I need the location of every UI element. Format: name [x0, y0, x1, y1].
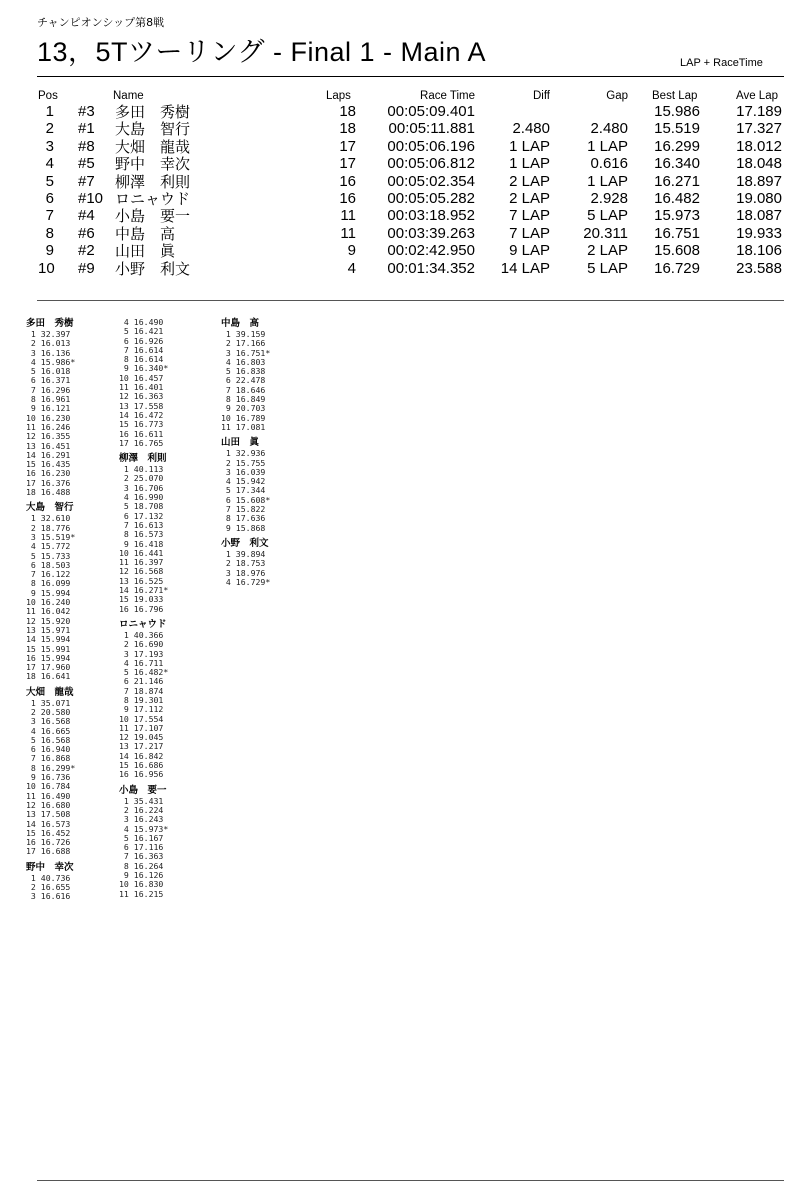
lap-time-line: 4 16.990	[119, 492, 164, 503]
gap-cell: 20.311	[583, 224, 628, 242]
driver-name-cell: 野中 幸次	[115, 155, 191, 174]
lap-block-driver-name: 多田 秀樹	[26, 318, 74, 329]
lap-time-line: 5 16.018	[26, 366, 71, 377]
race-time-cell: 00:01:34.352	[387, 259, 475, 277]
lap-time-line: 10 16.240	[26, 597, 71, 608]
lap-time-line: 11 16.246	[26, 421, 71, 432]
lap-time-line: 6 18.503	[26, 559, 71, 570]
lap-time-line: 17 17.960	[26, 662, 71, 673]
lap-time-line: 3 16.243	[119, 814, 164, 825]
lap-time-line: 9 16.418	[119, 538, 164, 549]
best-lap-cell: 16.271	[654, 172, 700, 190]
lap-time-line: 11 16.401	[119, 382, 164, 393]
lap-time-line: 5 17.344	[221, 485, 266, 496]
ave-lap-cell: 18.897	[736, 172, 782, 190]
lap-time-line: 5 16.568	[26, 734, 71, 745]
race-time-cell: 00:05:09.401	[387, 103, 475, 120]
diff-cell: 7 LAP	[509, 207, 550, 225]
pos-cell: 9	[45, 242, 54, 260]
best-lap-cell: 15.973	[654, 207, 700, 225]
lap-time-line: 7 18.874	[119, 685, 164, 696]
lap-times-column	[26, 318, 75, 902]
lap-time-line: 6 15.608*	[221, 494, 271, 505]
lap-time-line: 18 16.641	[26, 671, 71, 682]
laps-cell: 16	[339, 172, 356, 190]
lap-time-line: 2 16.224	[119, 804, 164, 815]
laps-cell: 18	[339, 103, 356, 120]
laps-cell: 4	[347, 259, 356, 277]
lap-time-line: 8 16.264	[119, 860, 164, 871]
gap-cell: 2 LAP	[587, 242, 628, 260]
lap-time-line: 2 15.755	[221, 457, 266, 468]
diff-cell: 9 LAP	[509, 242, 550, 260]
lap-time-line: 1 32.397	[26, 329, 71, 339]
laps-cell: 11	[340, 224, 356, 242]
lap-time-line: 16 15.994	[26, 652, 71, 663]
lap-time-line: 2 16.655	[26, 882, 71, 893]
lap-time-line: 4 16.803	[221, 356, 266, 367]
lap-time-line: 10 16.830	[119, 879, 164, 890]
pos-cell: 4	[45, 155, 54, 173]
lap-time-line: 8 16.573	[119, 529, 164, 540]
best-lap-cell: 15.519	[654, 120, 700, 138]
lap-time-line: 9 15.868	[221, 522, 266, 533]
pos-cell: 8	[45, 224, 54, 242]
lap-time-line: 3 16.751*	[221, 347, 271, 358]
lap-block-driver-name: 大島 智行	[26, 502, 74, 514]
race-time-cell: 00:05:02.354	[387, 172, 475, 190]
gap-cell: 1 LAP	[587, 137, 628, 155]
lap-time-line: 13 16.451	[26, 440, 71, 451]
lap-time-line: 12 16.363	[119, 391, 164, 402]
col-header-gap: Gap	[606, 90, 628, 102]
lap-time-line: 4 16.711	[119, 657, 164, 668]
driver-name-cell: 小野 利文	[115, 259, 191, 278]
lap-time-line: 1 40.736	[26, 872, 71, 883]
ave-lap-cell: 19.933	[736, 224, 782, 242]
ave-lap-cell: 18.048	[736, 155, 782, 173]
ave-lap-cell: 17.327	[736, 120, 782, 138]
col-header-laps: Laps	[326, 90, 351, 102]
race-time-cell: 00:05:11.881	[388, 120, 475, 138]
lap-time-line: 5 15.733	[26, 550, 71, 561]
lap-time-line: 6 22.478	[221, 375, 266, 386]
lap-time-line: 12 16.355	[26, 431, 71, 442]
lap-time-line: 8 16.299*	[26, 762, 76, 773]
ave-lap-cell: 17.189	[736, 103, 782, 120]
pos-cell: 10	[38, 259, 55, 277]
lap-time-line: 9 16.736	[26, 772, 71, 783]
lap-time-line: 7 16.614	[119, 344, 164, 355]
driver-lap-block	[26, 862, 75, 902]
best-lap-cell: 15.608	[654, 242, 700, 260]
col-header-name: Name	[113, 90, 144, 102]
pos-cell: 3	[45, 137, 54, 155]
lap-time-line: 6 17.116	[119, 842, 164, 853]
lap-time-line: 5 16.482*	[119, 667, 169, 678]
driver-lap-block	[119, 453, 168, 614]
lap-time-line: 4 15.986*	[26, 356, 76, 367]
lap-time-line: 1 40.366	[119, 629, 164, 640]
best-lap-cell: 16.482	[654, 190, 700, 207]
lap-time-line: 3 18.976	[221, 567, 266, 578]
lap-time-line: 9 15.994	[26, 587, 71, 598]
lap-time-line: 2 25.070	[119, 473, 164, 484]
driver-lap-block	[26, 318, 75, 497]
driver-lap-block	[221, 318, 270, 432]
lap-time-line: 3 16.568	[26, 716, 71, 727]
lap-time-line: 15 16.686	[119, 760, 164, 771]
car-number-cell: #6	[78, 224, 95, 242]
lap-time-line: 1 32.936	[221, 448, 266, 459]
driver-lap-block	[221, 437, 270, 533]
lap-time-line: 13 16.525	[119, 575, 164, 586]
lap-time-line: 10 16.784	[26, 781, 71, 792]
lap-time-line: 11 17.081	[221, 421, 266, 432]
lap-time-line: 10 16.457	[119, 372, 164, 383]
lap-time-line: 8 16.849	[221, 394, 266, 405]
lap-block-driver-name: 野中 幸次	[26, 861, 74, 873]
gap-cell: 1 LAP	[587, 172, 628, 190]
lap-time-line: 9 16.121	[26, 403, 71, 414]
best-lap-cell: 15.986	[654, 103, 700, 120]
lap-time-line: 4 16.490	[119, 317, 164, 327]
lap-time-line: 9 16.340*	[119, 363, 169, 374]
lap-time-line: 4 16.665	[26, 725, 71, 736]
lap-time-line: 6 16.926	[119, 335, 164, 346]
diff-cell: 2 LAP	[509, 172, 550, 190]
lap-time-line: 18 16.488	[26, 487, 71, 498]
driver-lap-block	[221, 538, 270, 587]
car-number-cell: #10	[78, 190, 104, 207]
race-time-cell: 00:05:06.196	[387, 137, 475, 155]
lap-time-line: 17 16.688	[26, 846, 71, 857]
lap-time-line: 16 16.956	[119, 769, 164, 780]
lap-time-line: 6 16.940	[26, 744, 71, 755]
results-divider	[37, 300, 784, 301]
driver-lap-block	[119, 785, 168, 899]
lap-time-line: 12 16.568	[119, 566, 164, 577]
result-row	[0, 208, 800, 224]
lap-time-line: 3 16.136	[26, 347, 71, 358]
lap-time-line: 15 16.773	[119, 419, 164, 430]
lap-time-line: 13 17.558	[119, 400, 164, 411]
lap-time-line: 14 16.842	[119, 750, 164, 761]
best-lap-cell: 16.299	[654, 137, 700, 155]
driver-name-cell: 山田 眞	[115, 242, 176, 261]
diff-cell: 7 LAP	[509, 224, 550, 242]
lap-time-line: 16 16.230	[26, 468, 71, 479]
driver-name-cell: 大島 智行	[115, 120, 191, 139]
lap-time-line: 7 16.868	[26, 753, 71, 764]
race-time-cell: 00:03:18.952	[387, 207, 475, 225]
result-row	[0, 139, 800, 155]
car-number-cell: #7	[78, 172, 95, 190]
lap-time-line: 7 18.646	[221, 384, 266, 395]
ave-lap-cell: 18.087	[736, 207, 782, 225]
lap-block-driver-name: 小島 要一	[119, 784, 167, 796]
lap-block-driver-name: 山田 眞	[221, 437, 260, 449]
lap-block-driver-name: ロニャウド	[119, 618, 167, 630]
lap-block-driver-name: 大畑 龍哉	[26, 686, 74, 698]
ave-lap-cell: 23.588	[736, 259, 782, 277]
lap-time-line: 10 16.230	[26, 412, 71, 423]
lap-time-line: 14 16.271*	[119, 585, 169, 596]
lap-time-line: 7 15.822	[221, 504, 266, 515]
driver-name-cell: ロニャウド	[115, 190, 191, 208]
driver-name-cell: 大畑 龍哉	[115, 137, 191, 156]
lap-time-line: 2 20.580	[26, 706, 71, 717]
lap-time-line: 1 32.610	[26, 513, 71, 524]
diff-cell: 2.480	[512, 120, 550, 138]
header-divider	[37, 76, 784, 77]
race-time-cell: 00:05:05.282	[387, 190, 475, 207]
driver-lap-block	[26, 687, 75, 857]
timing-mode-label: LAP + RaceTime	[680, 57, 763, 69]
lap-time-line: 11 16.490	[26, 790, 71, 801]
lap-time-line: 7 16.122	[26, 569, 71, 580]
lap-time-line: 14 16.291	[26, 449, 71, 460]
car-number-cell: #2	[78, 242, 95, 260]
lap-time-line: 11 16.042	[26, 606, 71, 617]
lap-times-column	[119, 318, 168, 899]
diff-cell: 1 LAP	[509, 137, 550, 155]
driver-lap-block	[26, 502, 75, 681]
page-title: 13，5Tツーリング - Final 1 - Main A	[37, 37, 487, 67]
col-header-pos: Pos	[38, 90, 58, 102]
lap-time-line: 14 16.573	[26, 818, 71, 829]
lap-time-line: 9 17.112	[119, 704, 164, 715]
lap-time-line: 12 15.920	[26, 615, 71, 626]
pos-cell: 2	[45, 120, 54, 138]
lap-time-line: 5 16.838	[221, 366, 266, 377]
lap-time-line: 14 16.472	[119, 409, 164, 420]
lap-block-driver-name: 中島 高	[221, 318, 260, 329]
lap-time-line: 3 16.706	[119, 482, 164, 493]
gap-cell: 2.480	[590, 120, 628, 138]
driver-lap-block	[119, 318, 168, 448]
lap-time-line: 11 17.107	[119, 722, 164, 733]
lap-time-line: 10 16.441	[119, 547, 164, 558]
diff-cell: 1 LAP	[509, 155, 550, 173]
best-lap-cell: 16.751	[654, 224, 700, 242]
lap-time-line: 3 16.616	[26, 891, 71, 902]
lap-time-line: 2 18.753	[221, 558, 266, 569]
best-lap-cell: 16.729	[654, 259, 700, 277]
lap-time-line: 8 17.636	[221, 513, 266, 524]
ave-lap-cell: 18.106	[736, 242, 782, 260]
footer-divider	[37, 1180, 784, 1181]
col-header-ave-lap: Ave Lap	[736, 90, 778, 102]
pos-cell: 6	[45, 190, 54, 207]
laps-cell: 17	[339, 155, 356, 173]
car-number-cell: #4	[78, 207, 95, 225]
laps-cell: 16	[339, 190, 356, 207]
gap-cell: 5 LAP	[587, 207, 628, 225]
lap-time-line: 10 16.789	[221, 412, 266, 423]
ave-lap-cell: 18.012	[736, 137, 782, 155]
car-number-cell: #3	[78, 103, 95, 120]
driver-name-cell: 柳澤 利則	[115, 172, 191, 191]
lap-time-line: 13 17.508	[26, 809, 71, 820]
result-row	[0, 243, 800, 259]
lap-time-line: 5 16.421	[119, 326, 164, 337]
result-row	[0, 261, 800, 277]
lap-time-line: 2 18.776	[26, 522, 71, 533]
lap-time-line: 3 15.519*	[26, 531, 76, 542]
lap-time-line: 8 19.301	[119, 694, 164, 705]
lap-time-line: 13 17.217	[119, 741, 164, 752]
lap-time-line: 8 16.614	[119, 354, 164, 365]
lap-time-line: 6 16.371	[26, 375, 71, 386]
lap-time-line: 6 17.132	[119, 510, 164, 521]
gap-cell: 2.928	[590, 190, 628, 207]
laps-cell: 9	[347, 242, 356, 260]
gap-cell: 0.616	[590, 155, 628, 173]
lap-time-line: 1 39.894	[221, 548, 266, 559]
lap-times-column	[221, 318, 270, 587]
car-number-cell: #9	[78, 259, 95, 277]
col-header-best-lap: Best Lap	[652, 90, 698, 102]
result-row	[0, 121, 800, 137]
lap-time-line: 16 16.611	[119, 428, 164, 439]
lap-time-line: 9 16.126	[119, 870, 164, 881]
laps-cell: 11	[340, 207, 356, 225]
result-row	[0, 174, 800, 190]
ave-lap-cell: 19.080	[736, 190, 782, 207]
pos-cell: 5	[45, 172, 54, 190]
lap-time-line: 8 16.099	[26, 578, 71, 589]
diff-cell: 2 LAP	[509, 190, 550, 207]
lap-time-line: 1 35.071	[26, 697, 71, 708]
lap-time-line: 4 16.729*	[221, 576, 271, 587]
result-row	[0, 226, 800, 242]
lap-time-line: 13 15.971	[26, 624, 71, 635]
car-number-cell: #1	[78, 120, 95, 138]
diff-cell: 14 LAP	[500, 259, 550, 277]
lap-time-line: 9 20.703	[221, 403, 266, 414]
lap-time-line: 15 19.033	[119, 594, 164, 605]
lap-time-line: 7 16.296	[26, 384, 71, 395]
lap-time-line: 15 16.452	[26, 827, 71, 838]
result-row	[0, 191, 800, 207]
result-row	[0, 156, 800, 172]
lap-time-line: 14 15.994	[26, 634, 71, 645]
lap-time-line: 1 35.431	[119, 795, 164, 806]
lap-time-line: 6 21.146	[119, 676, 164, 687]
gap-cell: 5 LAP	[587, 259, 628, 277]
lap-time-line: 15 15.991	[26, 643, 71, 654]
driver-name-cell: 小島 要一	[115, 207, 191, 226]
lap-time-line: 2 17.166	[221, 338, 266, 349]
col-header-diff: Diff	[532, 90, 550, 102]
race-time-cell: 00:03:39.263	[387, 224, 475, 242]
lap-time-line: 16 16.796	[119, 603, 164, 614]
lap-block-driver-name: 柳澤 利則	[119, 453, 167, 465]
laps-cell: 18	[339, 120, 356, 138]
lap-time-line: 17 16.765	[119, 437, 164, 448]
car-number-cell: #5	[78, 155, 95, 173]
driver-lap-block	[119, 619, 168, 780]
lap-time-line: 4 15.772	[26, 541, 71, 552]
laps-cell: 17	[339, 137, 356, 155]
lap-time-line: 8 16.961	[26, 394, 71, 405]
lap-time-line: 1 39.159	[221, 329, 266, 339]
lap-time-line: 12 16.680	[26, 799, 71, 810]
lap-time-line: 4 15.973*	[119, 823, 169, 834]
race-time-cell: 00:05:06.812	[387, 155, 475, 173]
lap-time-line: 3 17.193	[119, 648, 164, 659]
lap-block-driver-name: 小野 利文	[221, 537, 269, 549]
driver-name-cell: 多田 秀樹	[115, 103, 191, 121]
lap-time-line: 2 16.013	[26, 338, 71, 349]
lap-time-line: 10 17.554	[119, 713, 164, 724]
car-number-cell: #8	[78, 137, 95, 155]
lap-time-line: 15 16.435	[26, 459, 71, 470]
lap-time-line: 3 16.039	[221, 466, 266, 477]
lap-time-line: 11 16.215	[119, 888, 164, 899]
lap-time-line: 17 16.376	[26, 477, 71, 488]
pos-cell: 7	[45, 207, 54, 225]
lap-time-line: 7 16.613	[119, 519, 164, 530]
pos-cell: 1	[45, 103, 54, 120]
lap-time-line: 11 16.397	[119, 557, 164, 568]
driver-name-cell: 中島 高	[115, 224, 176, 243]
lap-time-line: 1 40.113	[119, 464, 164, 475]
lap-time-line: 5 16.167	[119, 832, 164, 843]
lap-time-line: 12 19.045	[119, 732, 164, 743]
championship-subtitle: チャンピオンシップ第8戦	[37, 16, 165, 29]
lap-time-line: 7 16.363	[119, 851, 164, 862]
lap-time-line: 5 18.708	[119, 501, 164, 512]
lap-time-line: 4 15.942	[221, 476, 266, 487]
result-row	[0, 104, 800, 120]
lap-time-line: 2 16.690	[119, 639, 164, 650]
race-time-cell: 00:02:42.950	[387, 242, 475, 260]
best-lap-cell: 16.340	[654, 155, 700, 173]
lap-time-line: 16 16.726	[26, 837, 71, 848]
col-header-race-time: Race Time	[420, 90, 475, 102]
